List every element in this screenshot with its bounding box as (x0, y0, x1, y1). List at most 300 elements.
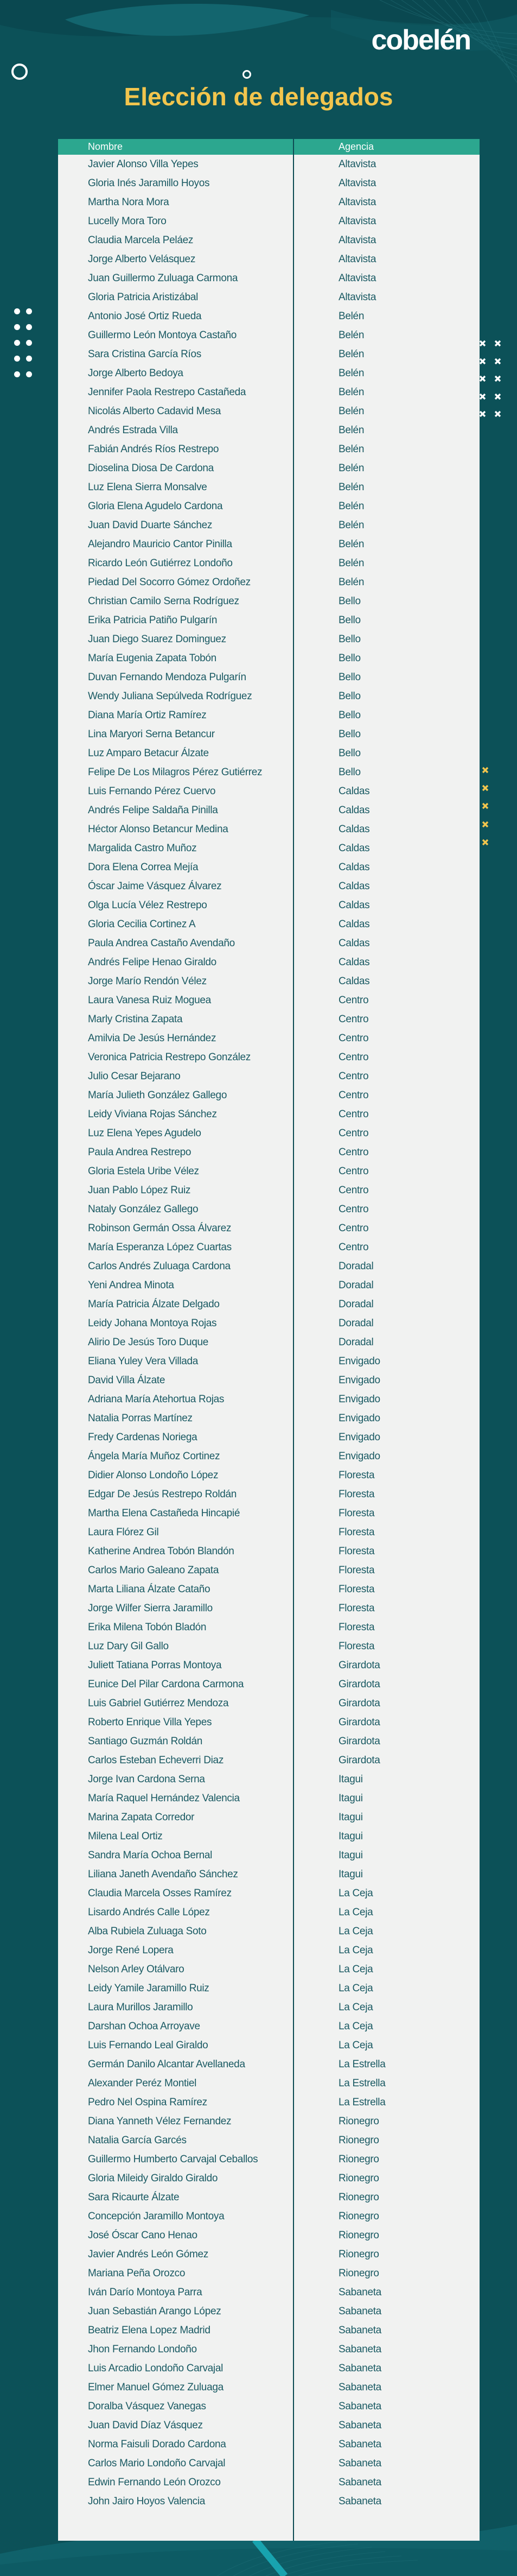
delegate-name: Natalia Porras Martínez (88, 1413, 193, 1424)
table-row (58, 896, 480, 915)
delegate-name: Ángela María Muñoz Cortinez (88, 1451, 220, 1462)
table-row (58, 649, 480, 668)
table-row (58, 1884, 480, 1903)
table-row (58, 1504, 480, 1523)
table-row (58, 2340, 480, 2359)
delegate-agency: Sabaneta (339, 2458, 381, 2469)
delegate-agency: Belén (339, 539, 365, 550)
table-row (58, 2283, 480, 2302)
delegate-agency: Floresta (339, 1641, 375, 1652)
delegate-name: Jorge Wilfer Sierra Jaramillo (88, 1603, 213, 1614)
delegate-name: Christian Camilo Serna Rodríguez (88, 596, 239, 607)
delegate-agency: Floresta (339, 1470, 375, 1481)
delegate-name: José Óscar Cano Henao (88, 2230, 197, 2241)
delegate-name: Andrés Felipe Henao Giraldo (88, 957, 216, 968)
delegate-agency: Belén (339, 406, 365, 417)
delegate-agency: Bello (339, 634, 361, 645)
table-row (58, 1238, 480, 1257)
table-row (58, 459, 480, 478)
table-row (58, 193, 480, 212)
delegate-name: Juliett Tatiana Porras Montoya (88, 1660, 222, 1671)
table-row (58, 2359, 480, 2378)
delegate-agency: La Estrella (339, 2097, 386, 2108)
table-row (58, 231, 480, 250)
delegate-agency: Sabaneta (339, 2344, 381, 2355)
delegate-agency: Floresta (339, 1565, 375, 1576)
table-row (58, 820, 480, 839)
delegate-name: Luis Fernando Pérez Cuervo (88, 786, 216, 797)
table-row (58, 1162, 480, 1181)
delegate-name: Alba Rubiela Zuluaga Soto (88, 1926, 207, 1937)
delegate-agency: Sabaneta (339, 2382, 381, 2393)
delegate-name: Gloria Mileidy Giraldo Giraldo (88, 2173, 218, 2184)
delegate-agency: Itagui (339, 1774, 363, 1785)
table-header-row (58, 139, 480, 155)
table-row (58, 535, 480, 554)
delegate-agency: Caldas (339, 786, 370, 797)
delegate-agency: Belén (339, 482, 365, 493)
delegate-name: Carlos Esteban Echeverri Diaz (88, 1755, 224, 1766)
delegate-agency: Belén (339, 368, 365, 379)
delegate-agency: Caldas (339, 976, 370, 987)
delegate-agency: Belén (339, 311, 365, 322)
table-row (58, 1979, 480, 1998)
delegate-agency: Doradal (339, 1337, 374, 1348)
delegate-agency: Floresta (339, 1584, 375, 1595)
delegate-name: Martha Elena Castañeda Hincapié (88, 1508, 240, 1519)
delegate-agency: Centro (339, 1014, 369, 1025)
delegate-name: Duvan Fernando Mendoza Pulgarín (88, 672, 246, 683)
delegate-agency: Floresta (339, 1546, 375, 1557)
delegate-agency: Doradal (339, 1280, 374, 1291)
delegate-name: Andrés Felipe Saldaña Pinilla (88, 805, 218, 816)
delegate-agency: Rionegro (339, 2192, 379, 2203)
table-row (58, 1523, 480, 1542)
delegate-name: Norma Faisuli Dorado Cardona (88, 2439, 226, 2450)
table-row (58, 1219, 480, 1238)
delegate-agency: Caldas (339, 862, 370, 873)
delegate-agency: Bello (339, 653, 361, 664)
delegate-name: Ricardo León Gutiérrez Londoño (88, 558, 233, 569)
delegate-agency: Envigado (339, 1451, 380, 1462)
delegate-name: Laura Vanesa Ruiz Moguea (88, 995, 211, 1006)
delegate-agency: Caldas (339, 938, 370, 949)
delegate-name: Javier Alonso Villa Yepes (88, 159, 199, 170)
x-mark-icon (479, 358, 486, 365)
delegate-name: Edgar De Jesús Restrepo Roldán (88, 1489, 237, 1500)
x-mark-icon (482, 802, 489, 809)
delegate-name: Paula Andrea Restrepo (88, 1147, 192, 1158)
table-row (58, 2207, 480, 2226)
table-row (58, 497, 480, 516)
table-row (58, 421, 480, 440)
table-row (58, 1409, 480, 1428)
dot-icon (14, 356, 20, 362)
table-row (58, 174, 480, 193)
delegate-agency: Sabaneta (339, 2325, 381, 2336)
table-row (58, 212, 480, 231)
table-row (58, 2131, 480, 2150)
delegate-name: María Raquel Hernández Valencia (88, 1793, 240, 1804)
table-row (58, 934, 480, 953)
table-row (58, 1637, 480, 1656)
delegate-name: Diana Yanneth Vélez Fernandez (88, 2116, 232, 2127)
delegate-agency: Doradal (339, 1318, 374, 1329)
table-row (58, 1694, 480, 1713)
delegate-agency: Centro (339, 1071, 369, 1082)
delegate-agency: Belén (339, 558, 365, 569)
table-row (58, 1181, 480, 1200)
table-row (58, 2378, 480, 2397)
delegate-agency: La Estrella (339, 2059, 386, 2070)
delegate-name: Natalia García Garcés (88, 2135, 187, 2146)
delegate-name: Fabián Andrés Ríos Restrepo (88, 444, 219, 455)
table-row (58, 1922, 480, 1941)
delegate-agency: Altavista (339, 292, 376, 303)
delegate-name: Lucelly Mora Toro (88, 216, 167, 227)
delegate-agency: Belén (339, 387, 365, 398)
table-row (58, 2150, 480, 2169)
table-row (58, 402, 480, 421)
delegate-name: Lisardo Andrés Calle López (88, 1907, 210, 1918)
delegate-agency: Rionegro (339, 2211, 379, 2222)
x-mark-icon (479, 393, 486, 400)
delegate-name: Fredy Cardenas Noriega (88, 1432, 197, 1443)
table-row (58, 2264, 480, 2283)
delegate-agency: Centro (339, 1109, 369, 1120)
delegate-name: Jorge Marío Rendón Vélez (88, 976, 207, 987)
table-row (58, 1048, 480, 1067)
delegate-agency: Sabaneta (339, 2306, 381, 2317)
table-row (58, 1827, 480, 1846)
delegate-name: Marta Liliana Álzate Cataño (88, 1584, 210, 1595)
delegate-agency: Altavista (339, 159, 376, 170)
delegate-agency: Bello (339, 615, 361, 626)
table-row (58, 1941, 480, 1960)
table-row (58, 1960, 480, 1979)
page-title: Elección de delegados (124, 83, 393, 111)
table-row (58, 1105, 480, 1124)
delegates-table (58, 139, 480, 2541)
delegate-name: Juan David Díaz Vásquez (88, 2420, 203, 2431)
table-row (58, 1903, 480, 1922)
table-row (58, 1067, 480, 1086)
x-mark-icon (479, 340, 486, 347)
delegate-agency: Centro (339, 1223, 369, 1234)
dot-icon (26, 340, 32, 346)
delegate-agency: Rionegro (339, 2249, 379, 2260)
delegate-name: Iván Darío Montoya Parra (88, 2287, 202, 2298)
delegate-name: Elmer Manuel Gómez Zuluaga (88, 2382, 224, 2393)
table-row (58, 554, 480, 573)
delegate-agency: Belén (339, 330, 365, 341)
table-row (58, 1485, 480, 1504)
delegate-name: Sara Cristina García Ríos (88, 349, 201, 360)
delegate-agency: Caldas (339, 843, 370, 854)
delegate-agency: Centro (339, 1204, 369, 1215)
delegate-name: Luis Arcadio Londoño Carvajal (88, 2363, 224, 2374)
delegate-name: Julio Cesar Bejarano (88, 1071, 181, 1082)
delegate-name: Javier Andrés León Gómez (88, 2249, 208, 2260)
delegate-name: Marly Cristina Zapata (88, 1014, 183, 1025)
delegate-agency: Altavista (339, 254, 376, 265)
delegate-name: Juan Pablo López Ruiz (88, 1185, 191, 1196)
delegate-agency: Centro (339, 1166, 369, 1177)
table-row (58, 915, 480, 934)
delegate-name: Luis Gabriel Gutiérrez Mendoza (88, 1698, 229, 1709)
delegate-agency: Belén (339, 425, 365, 436)
delegate-name: Andrés Estrada Villa (88, 425, 178, 436)
delegate-name: Dora Elena Correa Mejía (88, 862, 199, 873)
delegate-name: Katherine Andrea Tobón Blandón (88, 1546, 234, 1557)
delegate-agency: Centro (339, 1033, 369, 1044)
delegate-name: Leidy Yamile Jaramillo Ruiz (88, 1983, 209, 1994)
delegate-agency: Centro (339, 1242, 369, 1253)
table-row (58, 155, 480, 174)
table-row (58, 345, 480, 364)
table-row (58, 326, 480, 345)
table-row (58, 307, 480, 326)
table-row (58, 839, 480, 858)
delegate-agency: Caldas (339, 824, 370, 835)
delegate-name: David Villa Álzate (88, 1375, 165, 1386)
delegate-name: Luz Elena Sierra Monsalve (88, 482, 207, 493)
delegate-agency: Altavista (339, 235, 376, 246)
table-row (58, 1561, 480, 1580)
delegate-agency: Belén (339, 520, 365, 531)
table-row (58, 1390, 480, 1409)
table-row (58, 1010, 480, 1029)
delegate-name: Erika Patricia Patiño Pulgarín (88, 615, 218, 626)
delegate-name: Jorge Alberto Velásquez (88, 254, 196, 265)
table-row (58, 2188, 480, 2207)
delegate-name: Yeni Andrea Minota (88, 1280, 174, 1291)
delegate-agency: Rionegro (339, 2135, 379, 2146)
table-row (58, 1428, 480, 1447)
delegate-agency: La Ceja (339, 1907, 373, 1918)
delegate-name: Alejandro Mauricio Cantor Pinilla (88, 539, 232, 550)
table-row (58, 1656, 480, 1675)
delegate-name: Guillermo Humberto Carvajal Ceballos (88, 2154, 258, 2165)
delegate-name: Jorge René Lopera (88, 1945, 174, 1956)
delegate-agency: Rionegro (339, 2268, 379, 2279)
delegate-agency: Envigado (339, 1356, 380, 1367)
delegate-name: Juan Diego Suarez Dominguez (88, 634, 226, 645)
delegate-name: Beatriz Elena Lopez Madrid (88, 2325, 210, 2336)
table-row (58, 782, 480, 801)
delegate-agency: Girardota (339, 1717, 380, 1728)
delegate-name: Edwin Fernando León Orozco (88, 2477, 221, 2488)
table-row (58, 1447, 480, 1466)
table-row (58, 383, 480, 402)
delegate-agency: Itagui (339, 1812, 363, 1823)
delegate-name: Jorge Alberto Bedoya (88, 368, 183, 379)
table-row (58, 744, 480, 763)
delegate-name: Jorge Ivan Cardona Serna (88, 1774, 205, 1785)
delegate-agency: Caldas (339, 900, 370, 911)
delegate-name: Sandra María Ochoa Bernal (88, 1850, 213, 1861)
x-mark-icon (482, 784, 489, 792)
cobelen-logo: cobelén (371, 24, 470, 56)
delegate-name: Gloria Patricia Aristizábal (88, 292, 199, 303)
delegate-name: Nataly González Gallego (88, 1204, 199, 1215)
delegate-name: Santiago Guzmán Roldán (88, 1736, 202, 1747)
table-row (58, 2492, 480, 2511)
delegate-name: Eliana Yuley Vera Villada (88, 1356, 199, 1367)
delegate-name: Alirio De Jesús Toro Duque (88, 1337, 209, 1348)
delegate-name: Dioselina Diosa De Cardona (88, 463, 214, 474)
x-mark-icon (494, 393, 501, 400)
column-header-nombre: Nombre (88, 141, 123, 152)
delegate-name: Piedad Del Socorro Gómez Ordoñez (88, 577, 251, 588)
table-row (58, 2169, 480, 2188)
delegate-name: Juan Guillermo Zuluaga Carmona (88, 273, 238, 284)
delegate-agency: Bello (339, 710, 361, 721)
table-row (58, 991, 480, 1010)
table-row (58, 630, 480, 649)
delegate-name: María Esperanza López Cuartas (88, 1242, 232, 1253)
table-row (58, 1732, 480, 1751)
table-row (58, 668, 480, 687)
x-mark-icon (494, 410, 501, 417)
delegate-name: Guillermo León Montoya Castaño (88, 330, 237, 341)
delegate-name: Milena Leal Ortiz (88, 1831, 163, 1842)
delegate-name: Leidy Johana Montoya Rojas (88, 1318, 217, 1329)
table-row (58, 288, 480, 307)
delegate-agency: Centro (339, 995, 369, 1006)
delegate-agency: Caldas (339, 805, 370, 816)
table-row (58, 1865, 480, 1884)
table-row (58, 1789, 480, 1808)
table-row (58, 877, 480, 896)
dot-icon (26, 308, 32, 314)
table-body (58, 155, 480, 2511)
table-row (58, 687, 480, 706)
table-row (58, 1029, 480, 1048)
table-row (58, 1466, 480, 1485)
delegate-name: Liliana Janeth Avendaño Sánchez (88, 1869, 238, 1880)
delegate-agency: Bello (339, 748, 361, 759)
dot-icon (26, 371, 32, 377)
delegate-name: Juan Sebastián Arango López (88, 2306, 221, 2317)
table-row (58, 1333, 480, 1352)
delegate-name: Leidy Viviana Rojas Sánchez (88, 1109, 217, 1120)
delegate-agency: Floresta (339, 1603, 375, 1614)
delegate-agency: Floresta (339, 1622, 375, 1633)
delegate-name: Nelson Arley Otálvaro (88, 1964, 184, 1975)
delegate-agency: Sabaneta (339, 2363, 381, 2374)
delegate-name: Carlos Mario Londoño Carvajal (88, 2458, 226, 2469)
delegate-name: Claudia Marcela Osses Ramírez (88, 1888, 232, 1899)
delegate-name: Adriana María Atehortua Rojas (88, 1394, 225, 1405)
circle-outline-icon (11, 64, 28, 80)
delegate-name: Marina Zapata Corredor (88, 1812, 195, 1823)
table-row (58, 1998, 480, 2017)
delegate-agency: Girardota (339, 1660, 380, 1671)
delegate-agency: Bello (339, 672, 361, 683)
x-mark-icon (494, 375, 501, 382)
table-row (58, 763, 480, 782)
table-row (58, 2055, 480, 2074)
x-mark-icon (482, 767, 489, 774)
table-row (58, 269, 480, 288)
delegate-agency: Girardota (339, 1679, 380, 1690)
delegate-name: Juan David Duarte Sánchez (88, 520, 213, 531)
table-row (58, 2226, 480, 2245)
delegate-agency: Sabaneta (339, 2420, 381, 2431)
delegate-agency: Belén (339, 349, 365, 360)
delegate-agency: Envigado (339, 1394, 380, 1405)
table-row (58, 364, 480, 383)
delegate-name: Nicolás Alberto Cadavid Mesa (88, 406, 221, 417)
dot-icon (26, 356, 32, 362)
table-row (58, 858, 480, 877)
delegate-agency: Centro (339, 1090, 369, 1101)
delegate-agency: Bello (339, 729, 361, 740)
dot-icon (14, 308, 20, 314)
delegate-name: Gloria Inés Jaramillo Hoyos (88, 178, 210, 189)
delegate-agency: Itagui (339, 1793, 363, 1804)
delegate-agency: Belén (339, 577, 365, 588)
delegate-name: Mariana Peña Orozco (88, 2268, 186, 2279)
table-row (58, 2416, 480, 2435)
table-row (58, 1618, 480, 1637)
delegate-name: Carlos Andrés Zuluaga Cardona (88, 1261, 231, 1272)
table-row (58, 801, 480, 820)
table-row (58, 2321, 480, 2340)
delegate-agency: Itagui (339, 1850, 363, 1861)
delegate-agency: Floresta (339, 1489, 375, 1500)
delegate-agency: Centro (339, 1128, 369, 1139)
delegate-name: Carlos Mario Galeano Zapata (88, 1565, 219, 1576)
delegate-agency: Altavista (339, 273, 376, 284)
delegate-agency: La Ceja (339, 1964, 373, 1975)
table-row (58, 706, 480, 725)
delegate-name: Amilvia De Jesús Hernández (88, 1033, 216, 1044)
delegate-name: Olga Lucía Vélez Restrepo (88, 900, 207, 911)
table-row (58, 2017, 480, 2036)
delegate-name: Diana María Ortiz Ramírez (88, 710, 207, 721)
x-mark-icon (482, 821, 489, 828)
delegate-agency: La Ceja (339, 1926, 373, 1937)
table-row (58, 1599, 480, 1618)
delegate-agency: Caldas (339, 919, 370, 930)
table-row (58, 611, 480, 630)
delegate-agency: Floresta (339, 1527, 375, 1538)
delegate-agency: Floresta (339, 1508, 375, 1519)
x-mark-icon (479, 410, 486, 417)
dot-icon (26, 324, 32, 330)
table-row (58, 1352, 480, 1371)
table-row (58, 250, 480, 269)
delegate-name: Gloria Cecilia Cortinez A (88, 919, 196, 930)
delegate-name: Gloria Elena Agudelo Cardona (88, 501, 223, 512)
table-row (58, 2473, 480, 2492)
delegate-agency: Itagui (339, 1831, 363, 1842)
table-row (58, 1371, 480, 1390)
delegate-agency: Sabaneta (339, 2439, 381, 2450)
delegate-name: Luz Elena Yepes Agudelo (88, 1128, 201, 1139)
table-row (58, 1770, 480, 1789)
delegate-name: Jhon Fernando Londoño (88, 2344, 197, 2355)
delegate-agency: Itagui (339, 1869, 363, 1880)
delegate-name: Claudia Marcela Peláez (88, 235, 194, 246)
delegate-agency: Centro (339, 1185, 369, 1196)
delegate-name: Germán Danilo Alcantar Avellaneda (88, 2059, 245, 2070)
delegate-agency: Caldas (339, 957, 370, 968)
table-row (58, 1086, 480, 1105)
delegate-name: María Julieth González Gallego (88, 1090, 227, 1101)
